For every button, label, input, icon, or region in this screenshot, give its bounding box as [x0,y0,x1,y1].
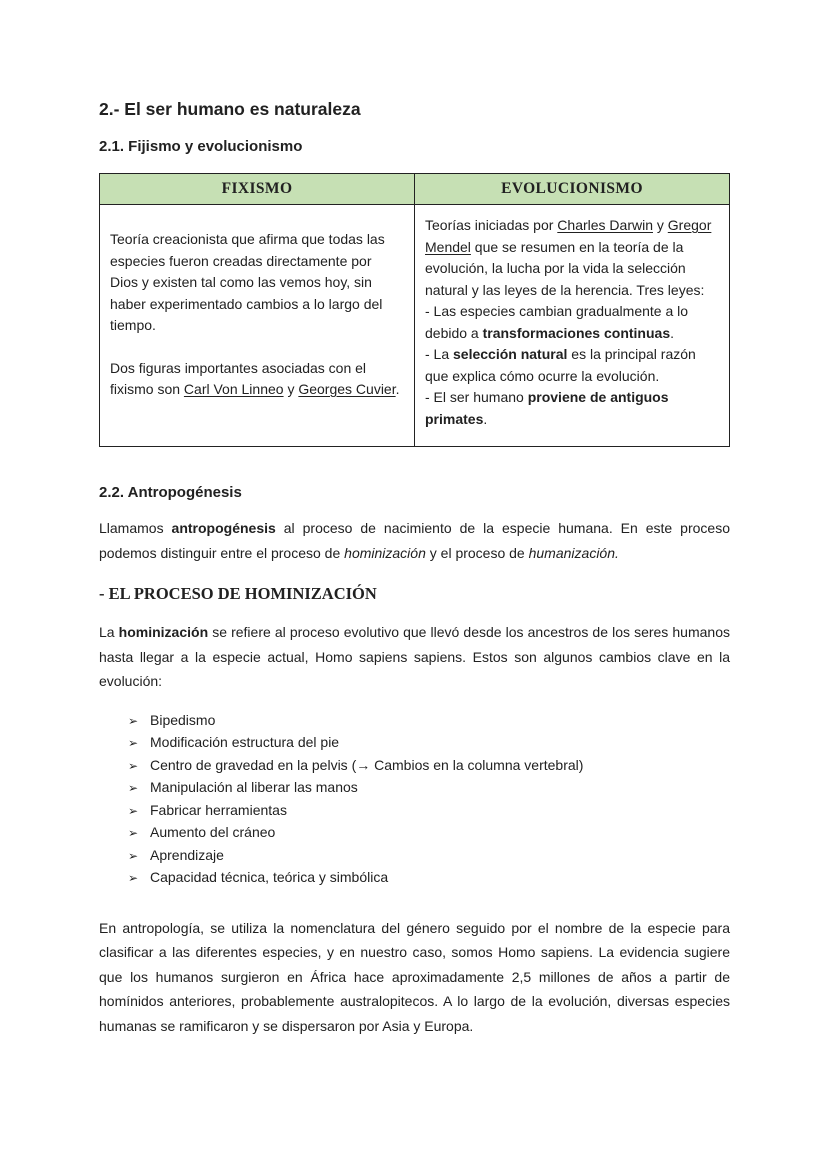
table-header-row [100,174,730,205]
arrow-bullet-icon: ➢ [128,803,139,818]
arrow-bullet-icon: ➢ [128,871,139,885]
fixismo-evolucionismo-table [99,173,730,447]
arrow-bullet-icon: ➢ [128,781,139,795]
evolucionismo-law-1: - Las especies cambian gradualmente a lo debido a transformaciones continuas. [425,303,689,341]
evolucionismo-law-3: - El ser humano proviene de antiguos primates. [425,389,669,427]
table-header-fixismo: FIXISMO [100,174,415,205]
list-item-label: Manipulación al liberar las manos [150,779,358,795]
evolucionismo-law-2: - La selección natural es la principal razón que explica cómo ocurre la evolución. [425,346,696,384]
arrow-bullet-icon: ➢ [128,848,139,863]
list-item-label: Capacidad técnica, teórica y simbólica [150,869,389,885]
list-item-label: Modificación estructura del pie [150,734,340,750]
table-header-evolucionismo: EVOLUCIONISMO [415,174,730,205]
list-item [128,710,730,733]
list-item [128,822,730,845]
section-heading-antropogenesis: 2.2. Antropogénesis [99,484,242,501]
arrow-bullet-icon: ➢ [128,736,139,750]
list-item [128,845,730,868]
arrow-bullet-icon: ➢ [128,713,139,728]
list-item-label: Bipedismo [150,711,216,728]
hominizacion-changes-list [99,710,730,890]
list-item-label: Fabricar herramientas [150,801,287,818]
anthropology-closing-paragraph: En antropología, se utiliza la nomenclatura del género seguido por el nombre de la especie para clasificar a las diferentes especies, y en nuestro caso, somos Homo sapiens. La evidencia sugiere que los humanos surgieron en África hace aproximadamente 2,5 millones de años a partir de homínidos anteriores, probablemente australopitecos. A lo largo de la evolución, diversas especies humanas se ramificaron y se dispersaron por Asia y Europa. [99,919,730,1034]
document-title: 2.- El ser humano es naturaleza [99,99,361,119]
arrow-bullet-icon: ➢ [128,826,139,840]
list-item [128,777,730,800]
table-cell-fixismo [100,205,415,447]
fixismo-paragraph-1: Teoría creacionista que afirma que todas las especies fueron creadas directamente por Dios y existen tal como las vemos hoy, sin haber experimentado cambios a lo largo del tiempo. [110,231,385,333]
hominizacion-subheading: - EL PROCESO DE HOMINIZACIÓN [99,584,377,603]
list-item [128,800,730,823]
list-item [128,755,730,778]
fixismo-paragraph-2: Dos figuras importantes asociadas con el fixismo son Carl Von Linneo y Georges Cuvier. [110,359,400,397]
hominizacion-paragraph: La hominización se refiere al proceso evolutivo que llevó desde los ancestros de los seres humanos hasta llegar a la especie actual, Homo sapiens sapiens. Estos son algunos cambios clave en la evolución: [99,624,730,689]
table-body-row [100,205,730,447]
list-item-label: Aprendizaje [150,846,224,863]
table-cell-evolucionismo [415,205,730,447]
arrow-bullet-icon: ➢ [128,758,139,773]
evolucionismo-paragraph-1: Teorías iniciadas por Charles Darwin y Gregor Mendel que se resumen en la teoría de la evolución, la lucha por la vida la selección natural y las leyes de la herencia. Tres leyes: [425,217,712,298]
list-item-label: Aumento del cráneo [150,824,276,840]
list-item-label: Centro de gravedad en la pelvis (→ Cambios en la columna vertebral) [150,756,584,773]
list-item [128,867,730,890]
list-item [128,732,730,755]
section-heading-fijismo: 2.1. Fijismo y evolucionismo [99,138,303,155]
antropogenesis-intro-paragraph: Llamamos antropogénesis al proceso de nacimiento de la especie humana. En este proceso podemos distinguir entre el proceso de hominización y el proceso de humanización. [99,520,730,561]
